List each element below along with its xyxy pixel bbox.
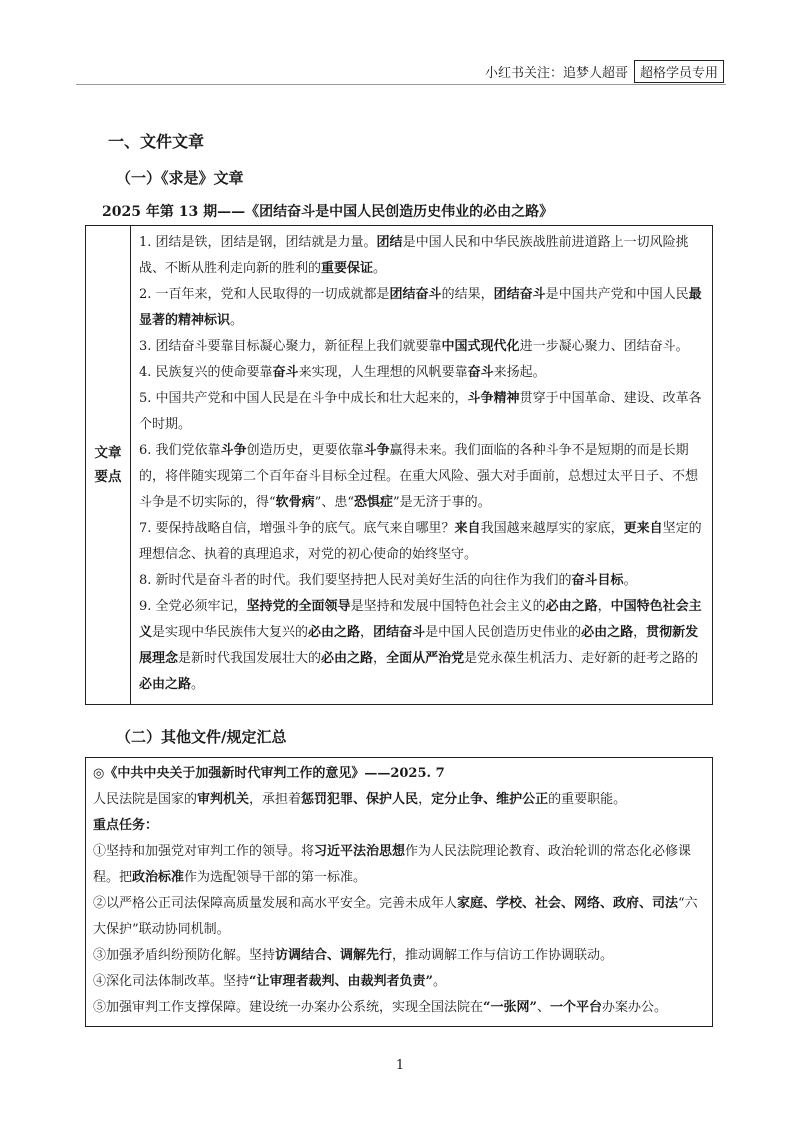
text-run: ”是无济于事的。 <box>392 495 491 510</box>
text-run: 是党永葆生机活力、走好新的赶考之路的 <box>464 651 699 666</box>
bold-run: 团结奋斗 <box>373 625 426 640</box>
text-run: 8. 新时代是奋斗者的时代。我们要坚持把人民对美好生活的向往作为我们的 <box>139 573 572 588</box>
text-run: ， <box>597 599 611 614</box>
text-run: 办案办公。 <box>602 1000 668 1015</box>
text-run: ⑤加强审判工作支撑保障。建设统一办案办公系统，实现全国法院在 <box>93 1000 484 1015</box>
bold-run: 必由之路 <box>139 677 192 692</box>
point-item <box>139 568 704 594</box>
page-header <box>485 60 724 83</box>
text-run: 、 <box>536 1000 550 1015</box>
doc-line <box>93 839 705 891</box>
bold-run: 必由之路 <box>581 625 634 640</box>
bold-run: 审判机关 <box>197 792 250 807</box>
table-label <box>86 226 131 705</box>
doc-line <box>93 787 705 813</box>
text-run: ①坚持和加强党对审判工作的领导。将 <box>93 844 315 859</box>
doc-line <box>93 995 705 1021</box>
text-run: 5. 中国共产党和中国人民是在斗争中成长和壮大起来的， <box>139 391 468 406</box>
text-run: 坚定的理想信念、执着的真理追求，对党的初心使命的始终坚守。 <box>139 521 702 562</box>
bold-run: “一张网” <box>483 1000 537 1015</box>
bold-run: 定分止争、维护公正 <box>431 792 549 807</box>
bold-run: 贯彻新发展理念 <box>139 625 699 666</box>
text-run: 7. 要保持战略自信，增强斗争的底气。底气来自哪里？ <box>139 521 455 536</box>
section-title: 一、文件文章 <box>108 132 205 151</box>
bold-run: 重点任务： <box>93 818 159 833</box>
bold-run: 坚持党的全面领导 <box>246 599 351 614</box>
text-run: ， <box>633 625 647 640</box>
text-run: 是中国人民创造历史伟业的 <box>425 625 582 640</box>
text-run: 的结果， <box>441 287 494 302</box>
issue-title: 2025 年第 13 期——《团结奋斗是中国人民创造历史伟业的必由之路》 <box>102 204 554 220</box>
text-run: 作为人民法院理论教育、政治轮训的常态化必修课程。把 <box>93 844 692 885</box>
text-run: 的重要职能。 <box>548 792 627 807</box>
bold-run: 斗争 <box>220 443 247 458</box>
text-run: 来实现，人生理想的风帆要靠 <box>298 365 468 380</box>
text-run: 1. 团结是铁，团结是钢，团结就是力量。 <box>139 235 377 250</box>
point-item <box>139 438 704 516</box>
text-run: ②以严格公正司法保障高质量发展和高水平安全。完善未成年人 <box>93 896 458 911</box>
text-run: 是中国人民和中华民族战胜前进道路上一切风险挑战、不断从胜利走向新的胜利的 <box>139 235 689 276</box>
bold-run: 最显著的精神标识 <box>139 287 702 328</box>
bold-run: 一个平台 <box>550 1000 603 1015</box>
doc-line <box>93 969 705 995</box>
text-run: ”、患“ <box>314 495 354 510</box>
text-run: ， <box>373 651 387 666</box>
page-number: 1 <box>395 1058 405 1073</box>
bold-run: 家庭、学校、社会、网络、政府、司法 <box>457 896 679 911</box>
subsection-title-qiushi: （一）《求是》文章 <box>116 169 244 187</box>
bold-run: “让审理者裁判、由裁判者负责” <box>249 974 433 989</box>
point-item <box>139 516 704 568</box>
bold-run: 惩罚犯罪、保护人民 <box>301 792 419 807</box>
bold-run: 奋斗目标 <box>571 573 624 588</box>
doc-line <box>93 943 705 969</box>
text-run: 4. 民族复兴的使命要靠 <box>139 365 273 380</box>
bold-run: 习近平法治思想 <box>314 844 406 859</box>
points-cell <box>131 226 713 705</box>
text-run: 进一步凝心聚力、团结奋斗。 <box>519 339 689 354</box>
point-item <box>139 282 704 334</box>
text-run: 作为选配领导干部的第一标准。 <box>184 870 367 885</box>
bold-run: 重要保证 <box>321 261 374 276</box>
text-run: 3. 团结奋斗要靠目标凝心聚力，新征程上我们就要靠 <box>139 339 442 354</box>
document-summary-box <box>85 757 713 1027</box>
text-run: “六大保护”联动协同机制。 <box>93 896 698 937</box>
bold-run: 全面从严治党 <box>386 651 465 666</box>
label-line-1: 文章 <box>94 445 122 461</box>
text-run: ， <box>360 625 374 640</box>
key-points-table <box>85 225 713 705</box>
bold-run: 奋斗 <box>272 365 299 380</box>
label-line-2: 要点 <box>94 469 122 485</box>
bold-run: 必由之路 <box>545 599 598 614</box>
bold-run: 中国特色社会主义 <box>139 599 702 640</box>
header-divider <box>76 84 726 85</box>
text-run: ，推动调解工作与信访工作协调联动。 <box>392 948 614 963</box>
text-run: ， <box>418 792 432 807</box>
text-run: 来扬起。 <box>493 365 546 380</box>
text-run: 是实现中华民族伟大复兴的 <box>152 625 309 640</box>
text-run: 创造历史，更要依靠 <box>246 443 364 458</box>
bold-run: 斗争 <box>363 443 390 458</box>
point-item <box>139 334 704 360</box>
bold-run: 必由之路 <box>321 651 374 666</box>
text-run: 9. 全党必须牢记， <box>139 599 247 614</box>
bold-run: 团结 <box>376 235 403 250</box>
bold-run: 必由之路 <box>308 625 361 640</box>
bold-run: 团结奋斗 <box>493 287 546 302</box>
bold-run: 中国式现代化 <box>441 339 520 354</box>
doc-line <box>93 891 705 943</box>
text-run: 是坚持和发展中国特色社会主义的 <box>350 599 546 614</box>
bold-run: 来自 <box>454 521 481 536</box>
bold-run: 团结奋斗 <box>389 287 442 302</box>
bold-run: 恐惧症 <box>353 495 393 510</box>
text-run: 。 <box>191 677 205 692</box>
bold-run: 奋斗 <box>467 365 494 380</box>
point-item <box>139 360 704 386</box>
doc-line <box>93 813 705 839</box>
follow-text: 小红书关注：追梦人超哥 <box>484 66 628 81</box>
text-run: 我国越来越厚实的家底， <box>480 521 624 536</box>
bold-run: 政治标准 <box>132 870 185 885</box>
text-run: 是中国共产党和中国人民 <box>545 287 689 302</box>
point-item <box>139 594 704 698</box>
point-item <box>139 386 704 438</box>
text-run: 人民法院是国家的 <box>93 792 198 807</box>
text-run: 。 <box>373 261 387 276</box>
subsection-title-other: （二）其他文件/规定汇总 <box>116 728 287 746</box>
bold-run: 访调结合、调解先行 <box>275 948 393 963</box>
text-run: 。 <box>230 313 244 328</box>
text-run: 6. 我们党依靠 <box>139 443 221 458</box>
bold-run: 斗争精神 <box>467 391 520 406</box>
text-run: ，承担着 <box>249 792 302 807</box>
bold-run: ◎《中共中央关于加强新时代审判工作的意见》——2025. 7 <box>93 766 445 781</box>
bold-run: 软骨病 <box>275 495 315 510</box>
text-run: 。 <box>432 974 446 989</box>
text-run: 是新时代我国发展壮大的 <box>178 651 322 666</box>
text-run: ④深化司法体制改革。坚持 <box>93 974 250 989</box>
doc-title-line <box>93 761 705 787</box>
text-run: ③加强矛盾纠纷预防化解。坚持 <box>93 948 276 963</box>
text-run: 赢得未来。我们面临的各种斗争不是短期的而是长期的，将伴随实现第二个百年奋斗目标全过程。在重大风险、强大对手面前，总想过太平日子、不想斗争是不切实际的，得“ <box>139 443 699 510</box>
text-run: 。 <box>623 573 637 588</box>
text-run: 贯穿于中国革命、建设、改革各个时期。 <box>139 391 702 432</box>
text-run: 2. 一百年来，党和人民取得的一切成就都是 <box>139 287 390 302</box>
bold-run: 更来自 <box>623 521 663 536</box>
exclusive-badge: 超格学员专用 <box>634 60 724 83</box>
point-item <box>139 230 704 282</box>
